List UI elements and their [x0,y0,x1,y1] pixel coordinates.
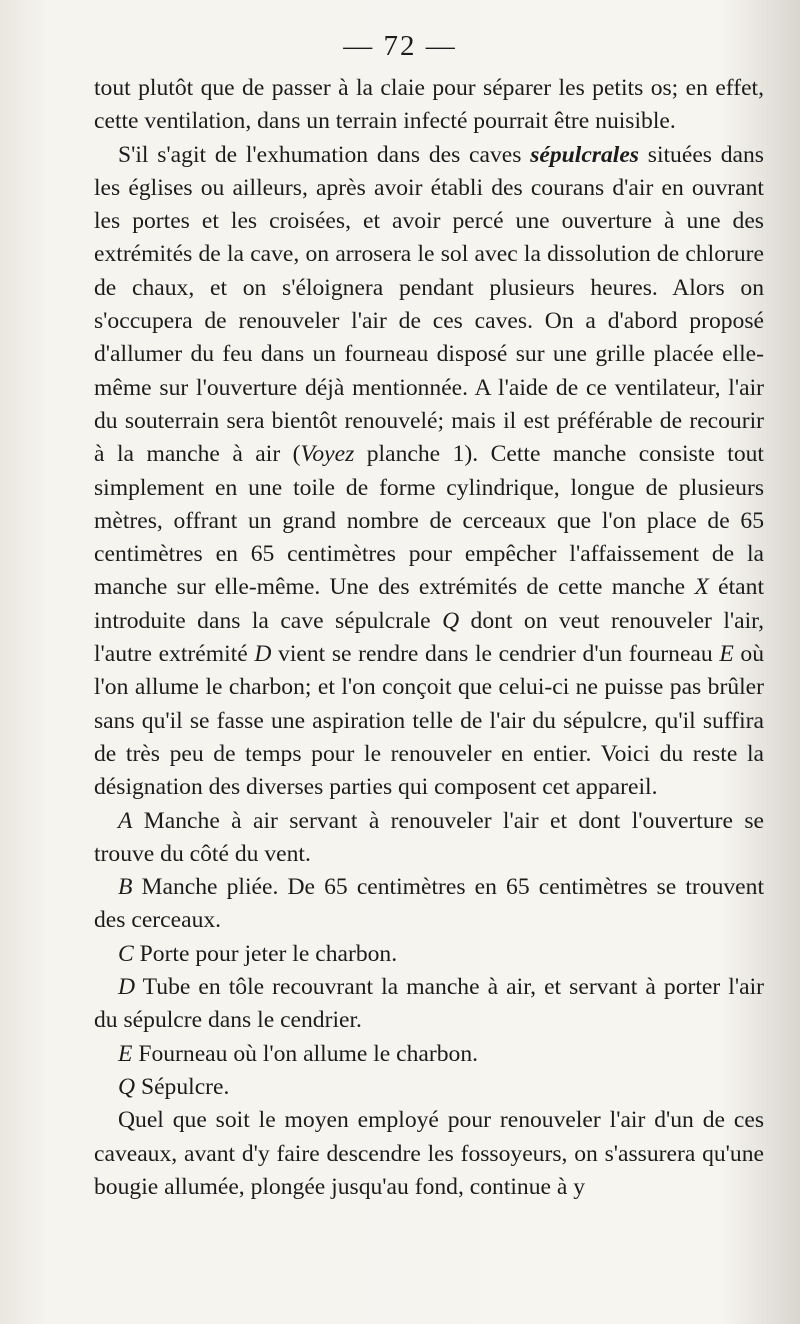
paragraph-p1 [94,72,764,139]
paragraph-p9 [94,1104,764,1204]
paragraph-p3 [94,805,764,872]
paragraph-p2 [94,139,764,805]
body-text [94,72,764,1204]
text-run: A [118,807,133,834]
text-run: planche 1). Cette manche consiste tout simplement en une toile de forme cylindrique, longue de plusieurs mètres, offrant un grand nombre de cerceaux que l'on place de 65 centimètres en 65 centimètres pour empêcher l'affaissement de la manche sur elle-même. Une des extrémités de cette manche [94,441,764,601]
text-run: D [118,974,136,1001]
paragraph-p6 [94,971,764,1038]
paragraph-p5 [94,938,764,971]
text-run: dont on veut renouveler l'air, l'autre extrémité [94,607,764,668]
text-run: Manche pliée. De 65 centimètres en 65 centimètres se trouvent des cerceaux. [94,874,764,934]
paragraph-p7 [94,1038,764,1071]
text-run: étant introduite dans la cave sépulcrale [94,574,764,634]
text-run: Sépulcre. [135,1073,230,1100]
text-run: E [118,1040,133,1067]
page-number: — 72 — [343,30,457,62]
text-run: situées dans les églises ou ailleurs, après avoir établi des courans d'air en ouvrant les portes et les croisées, et avoir percé une ouverture à une des extrémités de la cave, on arrosera le sol avec la dissolution de chlorure de chaux, et on s'éloignera pendant plusieurs heures. Alors on s'occupera de renouveler l'air de ces caves. On a d'abord proposé d'allumer du feu dans un fourneau disposé sur une grille placée elle-même sur l'ouverture déjà mentionnée. A l'aide de ce ventilateur, l'air du souterrain sera bientôt renouvelé; mais il est préférable de recourir à la manche à air ( [94,141,764,468]
text-run: sépulcrales [530,141,639,168]
text-run: Manche à air servant à renouveler l'air et dont l'ouverture se trouve du côté du vent. [94,807,764,867]
text-run: Voyez [300,441,355,468]
text-run: Fourneau où l'on allume le charbon. [132,1040,479,1067]
paragraph-p4 [94,871,764,938]
text-run: Q [118,1073,136,1100]
text-run: où l'on allume le charbon; et l'on conçoit que celui-ci ne puisse pas brûler sans qu'il se fasse une aspiration telle de l'air du sépulcre, qu'il suffira de très peu de temps pour le renouveler en entier. Voici du reste la désignation des diverses parties qui composent cet appareil. [94,641,764,801]
text-run: S'il s'agit de l'exhumation dans des caves [118,141,531,168]
text-run: Q [442,607,460,634]
paragraph-p8 [94,1071,764,1104]
text-run: Porte pour jeter le charbon. [133,940,398,967]
text-run: E [719,641,734,668]
text-run: C [118,940,134,967]
text-run: X [694,574,709,601]
text-run: B [118,874,133,901]
text-run: tout plutôt que de passer à la claie pour séparer les petits os; en effet, cette ventilation, dans un terrain infecté pourrait être nuisible. [94,75,764,135]
text-run: Tube en tôle recouvrant la manche à air, et servant à porter l'air du sépulcre dans le cendrier. [94,974,764,1034]
text-run: vient se rendre dans le cendrier d'un fourneau [271,641,720,668]
text-run: Quel que soit le moyen employé pour renouveler l'air d'un de ces caveaux, avant d'y faire descendre les fossoyeurs, on s'assurera qu'une bougie allumée, plongée jusqu'au fond, continue à y [94,1107,764,1200]
text-run: D [254,641,272,668]
